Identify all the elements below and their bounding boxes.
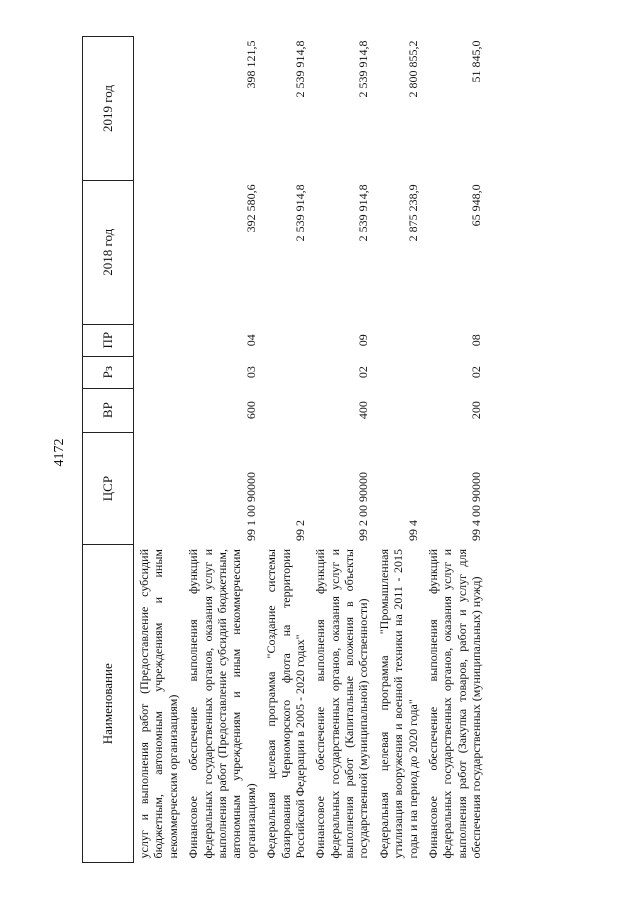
header-pr: ПР (83, 324, 134, 356)
row-2018: 2 539 914,8 (356, 184, 371, 242)
row-2019 (134, 37, 184, 181)
row-rz (261, 356, 310, 388)
table-row (423, 37, 487, 863)
row-vr: 400 (356, 401, 371, 420)
page-number: 4172 (52, 438, 67, 467)
row-rz (134, 356, 184, 388)
row-vr: 600 (243, 401, 258, 420)
row-rz: 02 (356, 366, 371, 379)
row-2018: 392 580,6 (243, 184, 258, 233)
budget-table (82, 36, 487, 863)
row-name: Финансовое обеспечение выполнения функций федеральных государственных органов, оказания услуг и выполнения работ (Капитальные вложения в объекты государственной (муниципальной) собственности) (313, 549, 371, 859)
row-csr: 99 2 00 90000 (356, 472, 371, 541)
row-pr: 09 (356, 334, 371, 347)
header-rz: Рз (83, 356, 134, 388)
row-pr: 08 (469, 334, 484, 347)
row-rz (374, 356, 423, 388)
row-2018: 2 875 238,9 (405, 184, 420, 242)
row-csr (134, 432, 184, 545)
row-pr (261, 324, 310, 356)
header-name: Наименование (83, 545, 134, 863)
table-header-row (83, 37, 134, 863)
row-2018: 65 948,0 (469, 184, 484, 227)
row-name: Федеральная целевая программа "Создание системы базирования Черноморского флота на территории Российской Федерации в 2005 - 2020 годах" (264, 549, 307, 859)
table-row (374, 37, 423, 863)
row-vr (374, 388, 423, 432)
row-name: Федеральная целевая программа "Промышленная утилизация вооружения и военной техники на 2011 - 2015 годы и на период до 2020 года" (376, 549, 420, 859)
row-csr: 99 4 (405, 520, 420, 541)
row-2019: 2 800 855,2 (405, 40, 420, 98)
row-2019: 51 845,0 (469, 40, 484, 83)
header-vr: ВР (83, 388, 134, 432)
row-csr: 99 2 (292, 520, 307, 541)
row-name: услуг и выполнения работ (Предоставление субсидий бюджетным, автономным учреждениям и иным некоммерческим организациям) (137, 549, 180, 859)
header-2018: 2018 год (83, 180, 134, 324)
row-name: Финансовое обеспечение выполнения функций федеральных государственных органов, оказания услуг и выполнения работ (Закупка товаров, работ и услуг для обеспечения государственных (муниципальных) нужд) (426, 549, 484, 859)
row-2019: 398 121,5 (243, 40, 258, 89)
table-row (183, 37, 261, 863)
row-rz: 03 (243, 366, 258, 379)
row-vr (134, 388, 184, 432)
row-2019: 2 539 914,8 (356, 40, 371, 98)
row-pr (134, 324, 184, 356)
table-row (261, 37, 310, 863)
row-csr: 99 1 00 90000 (243, 472, 258, 541)
row-pr (374, 324, 423, 356)
row-rz: 02 (469, 366, 484, 379)
row-vr (261, 388, 310, 432)
header-2019: 2019 год (83, 37, 134, 181)
row-vr: 200 (469, 401, 484, 420)
table-row (134, 37, 184, 863)
row-name: Финансовое обеспечение выполнения функций федеральных государственных органов, оказания услуг и выполнения работ (Предоставление субсидий бюджетным, автономным учреждениям и иным некоммерческим организациям) (186, 549, 258, 859)
row-2018: 2 539 914,8 (292, 184, 307, 242)
row-2018 (134, 180, 184, 324)
row-2019: 2 539 914,8 (292, 40, 307, 98)
header-csr: ЦСР (83, 432, 134, 545)
row-pr: 04 (243, 334, 258, 347)
row-csr: 99 4 00 90000 (469, 472, 484, 541)
table-row (310, 37, 374, 863)
